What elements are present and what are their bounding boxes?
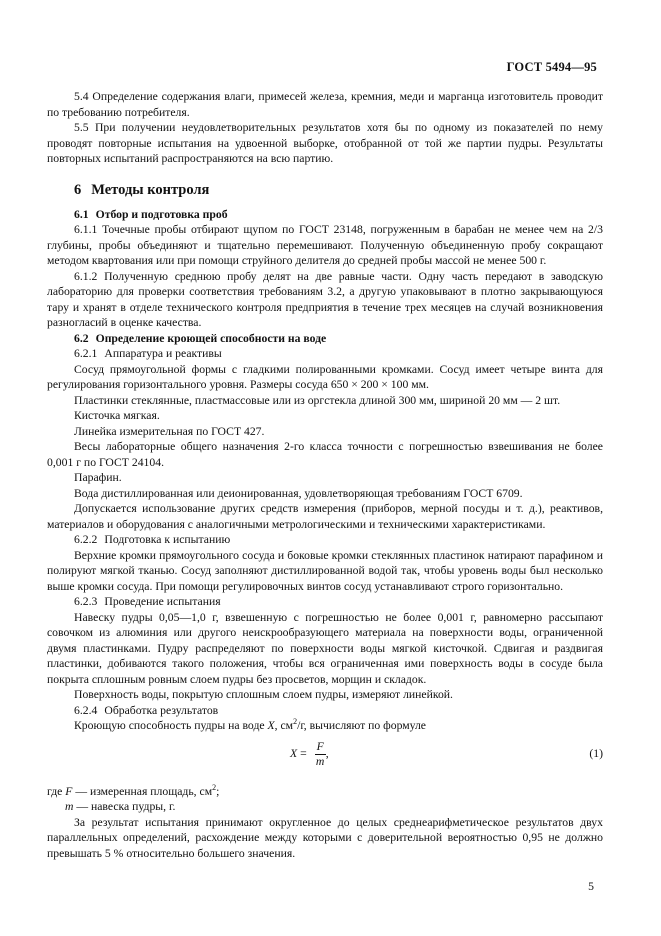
paragraph-result: За результат испытания принимают округленное до целых среднеарифметическое результатов двух параллельных определений, расхождение между которыми с доверительной вероятностью 0,95 не должно превышать 5 % относительно большего значения.	[47, 815, 603, 860]
clause-title: Проведение испытания	[104, 595, 221, 608]
paragraph-paraffin: Парафин.	[74, 471, 122, 484]
paragraph-brush: Кисточка мягкая.	[74, 409, 160, 422]
subsection-number: 6.1	[74, 207, 89, 221]
section-number: 6	[74, 181, 82, 198]
clause-number: 6.2.1	[74, 347, 98, 360]
paragraph-allowed: Допускается использование других средств измерения (приборов, мерной посуды и т. д.), реактивов, материалов и оборудования с аналогичными метрологическими и техническими характеристиками.	[47, 502, 603, 531]
formula-numerator: F	[316, 739, 324, 753]
text-fragment: /г, вычисляют по формуле	[297, 719, 426, 732]
formula-fraction	[315, 740, 326, 769]
clause-heading-6-2-2	[74, 532, 603, 548]
variable-x: X	[267, 719, 275, 732]
paragraph-water: Вода дистиллированная или деионированная, удовлетворяющая требованиям ГОСТ 6709.	[74, 486, 523, 500]
where-line-m	[65, 799, 603, 815]
subsection-heading-6-1	[74, 207, 603, 223]
paragraph-ruler: Линейка измерительная по ГОСТ 427.	[74, 424, 265, 438]
paragraph-test-procedure: Навеску пудры 0,05—1,0 г, взвешенную с погрешностью не более 0,001 г, равномерно рассыпают совочком из алюминия или другого неискрообразующего материала на поверхности воды, ограниченной двумя пластинками. Пудру распределяют по поверхности воды мягкой кисточкой. Сдвигая и раздвигая пластинки, добиваются такого положения, чтобы вся ограниченная ими поверхность воды в сосуде была покрыта сплошным ровным слоем пудры без просветов, морщин и складок.	[47, 610, 603, 686]
paragraph-scales: Весы лабораторные общего назначения 2-го класса точности с погрешностью взвешивания не более 0,001 г по ГОСТ 24104.	[47, 440, 603, 469]
superscript: 2	[293, 717, 298, 727]
paragraph-preparation: Верхние кромки прямоугольного сосуда и боковые кромки стеклянных пластинок натирают парафином и полируют мягкой тканью. Сосуд заполняют дистиллированной водой так, чтобы уровень воды был несколько выше кромки сосуда. При помощи регулировочных винтов сосуд устанавливают строго горизонтально.	[47, 548, 603, 593]
paragraph-vessel: Сосуд прямоугольной формы с гладкими полированными кромками. Сосуд имеет четыре винта для регулирования горизонтального уровня. Размеры сосуда 650 × 200 × 100 мм.	[47, 362, 603, 391]
superscript: 2	[212, 782, 217, 792]
text-fragment: ;	[216, 784, 220, 798]
clause-number: 6.2.4	[74, 703, 98, 717]
formula-expression	[290, 740, 329, 769]
document-code-header: ГОСТ 5494—95	[506, 60, 597, 74]
text-fragment: где	[47, 784, 66, 798]
clause-heading-6-2-1	[74, 346, 603, 362]
where-line-f	[47, 784, 603, 800]
clause-heading-6-2-4	[74, 703, 603, 719]
clause-title: Подготовка к испытанию	[104, 533, 231, 546]
equation-number: (1)	[589, 746, 603, 760]
paragraph-5-4: 5.4 Определение содержания влаги, примесей железа, кремния, меди и марганца изготовитель проводит по требованию потребителя.	[47, 90, 603, 119]
paragraph-6-1-2: 6.1.2 Полученную среднюю пробу делят на две равные части. Одну часть передают в заводскую лабораторию для проверки соответствия требованиям 3.2, а другую упаковывают в плотно закрывающуюся тару и хранят в отделе технического контроля предприятия в течение трех месяцев на случай возникновения разногласий в оценке качества.	[47, 269, 603, 329]
subsection-number: 6.2	[74, 331, 89, 345]
text-fragment: , см	[274, 719, 294, 732]
formula-denominator: m	[315, 754, 325, 768]
section-heading-6	[74, 181, 603, 199]
text-fragment: — навеска пудры, г.	[73, 800, 176, 813]
subsection-title: Отбор и подготовка проб	[95, 207, 228, 221]
paragraph-calculation	[47, 718, 603, 734]
variable-f: F	[65, 784, 73, 798]
formula-trailing-comma: ,	[325, 747, 329, 761]
clause-title: Аппаратура и реактивы	[104, 347, 222, 360]
clause-number: 6.2.3	[74, 595, 98, 608]
clause-heading-6-2-3	[74, 594, 603, 610]
paragraph-6-1-1: 6.1.1 Точечные пробы отбирают щупом по ГОСТ 23148, погруженным в барабан не менее чем на 2/3 глубины, пробы объединяют и тщательно перемешивают. Полученную объединенную пробу сокращают методом квартования или при помощи струйного делителя до средней пробы массой не менее 500 г.	[47, 223, 603, 267]
paragraph-plates: Пластинки стеклянные, пластмассовые или из оргстекла длиной 300 мм, шириной 20 мм — 2 шт.	[74, 393, 561, 407]
clause-number: 6.2.2	[74, 533, 98, 546]
document-body	[47, 89, 603, 861]
paragraph-measure: Поверхность воды, покрытую сплошным слоем пудры, измеряют линейкой.	[74, 688, 453, 701]
subsection-title: Определение кроющей способности на воде	[95, 331, 327, 345]
text-fragment: Кроющую способность пудры на воде	[74, 719, 268, 732]
text-fragment: — измеренная площадь, см	[72, 784, 213, 798]
formula-1	[47, 740, 603, 780]
page-number: 5	[588, 880, 594, 893]
variable-m: m	[65, 800, 74, 813]
formula-equals: =	[297, 747, 310, 761]
paragraph-5-5: 5.5 При получении неудовлетворительных результатов хотя бы по одному из показателей по нему проводят повторные испытания на удвоенной выборке, отобранной от той же партии пудры. Результаты повторных испытаний распространяются на всю партию.	[47, 121, 603, 165]
formula-lhs: X	[290, 747, 298, 761]
section-title: Методы контроля	[91, 181, 210, 198]
clause-title: Обработка результатов	[104, 703, 219, 717]
subsection-heading-6-2	[74, 331, 603, 347]
